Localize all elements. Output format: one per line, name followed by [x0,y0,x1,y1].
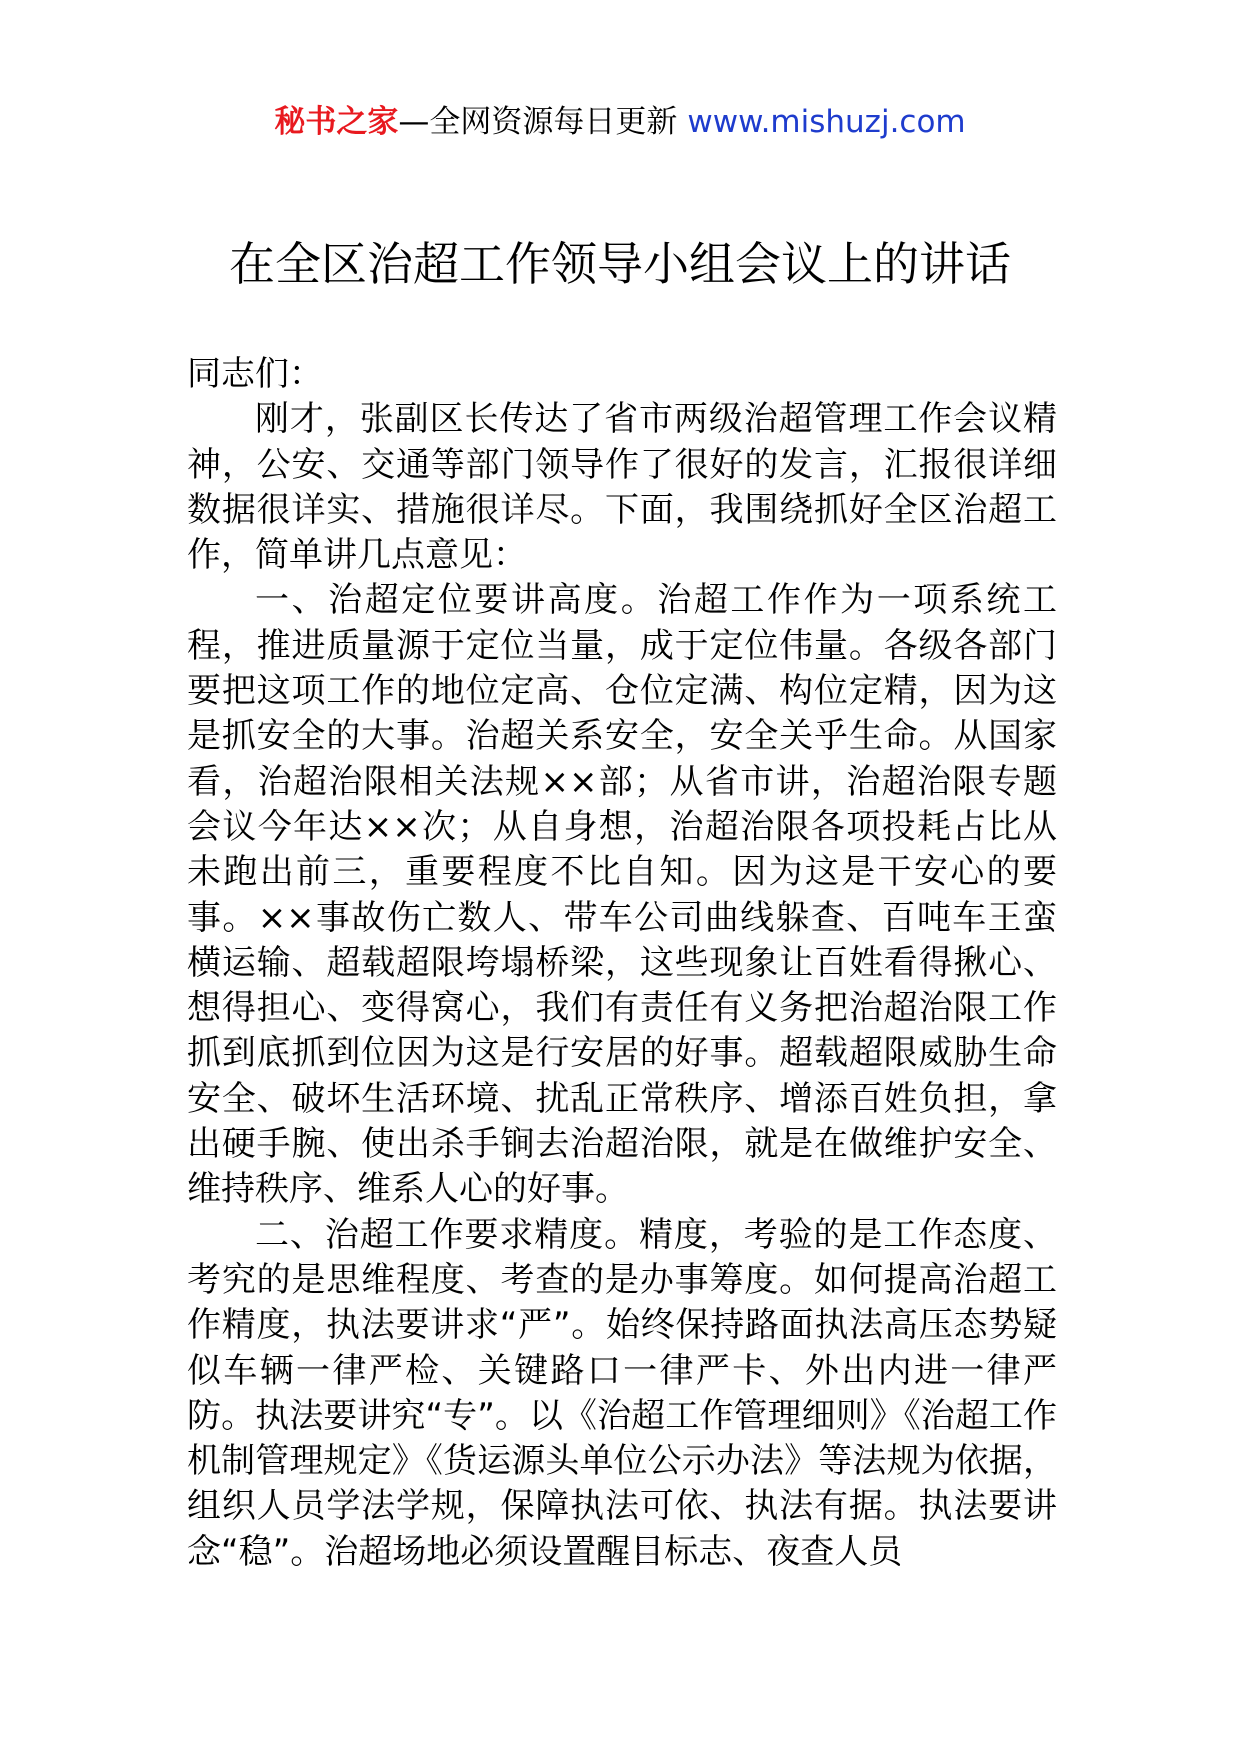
paragraph-intro: 刚才，张副区长传达了省市两级治超管理工作会议精神，公安、交通等部门领导作了很好的发言，汇报很详细数据很详实、措施很详尽。下面，我围绕抓好全区治超工作，简单讲几点意见： [187,399,1057,576]
paragraph-section-1: 一、治超定位要讲高度。治超工作作为一项系统工程，推进质量源于定位当量，成于定位伟量。各级各部门要把这项工作的地位定高、仓位定满、构位定精，因为这是抓安全的大事。治超关系安全，安全关乎生命。从国家看，治超治限相关法规××部；从省市讲，治超治限专题会议今年达××次；从自身想，治超治限各项投耗占比从未跑出前三，重要程度不比自知。因为这是干安心的要事。××事故伤亡数人、带车公司曲线躲查、百吨车王蛮横运输、超载超限垮塌桥梁，这些现象让百姓看得揪心、想得担心、变得窝心，我们有责任有义务把治超治限工作抓到底抓到位因为这是行安居的好事。超载超限威胁生命安全、破坏生活环境、扰乱正常秩序、增添百姓负担，拿出硬手腕、使出杀手锏去治超治限，就是在做维护安全、维持秩序、维系人心的好事。 [187,580,1057,1210]
site-tagline: —全网资源每日更新 [398,104,678,140]
site-url[interactable]: www.mishuzj.com [687,104,966,140]
paragraph-section-2: 二、治超工作要求精度。精度，考验的是工作态度、考究的是思维程度、考查的是办事筹度。如何提高治超工作精度，执法要讲求“严”。始终保持路面执法高压态势疑似车辆一律严检、关键路口一律严卡、外出内进一律严防。执法要讲究“专”。以《治超工作管理细则》《治超工作机制管理规定》《货运源头单位公示办法》等法规为依据，组织人员学法学规，保障执法可依、执法有据。执法要讲念“稳”。治超场地必须设置醒目标志、夜查人员 [187,1214,1057,1572]
site-header [0,100,1240,144]
document-body [187,352,1057,1575]
document-title: 在全区治超工作领导小组会议上的讲话 [229,237,1011,291]
site-brand: 秘书之家 [274,104,399,140]
salutation: 同志们： [187,354,323,394]
